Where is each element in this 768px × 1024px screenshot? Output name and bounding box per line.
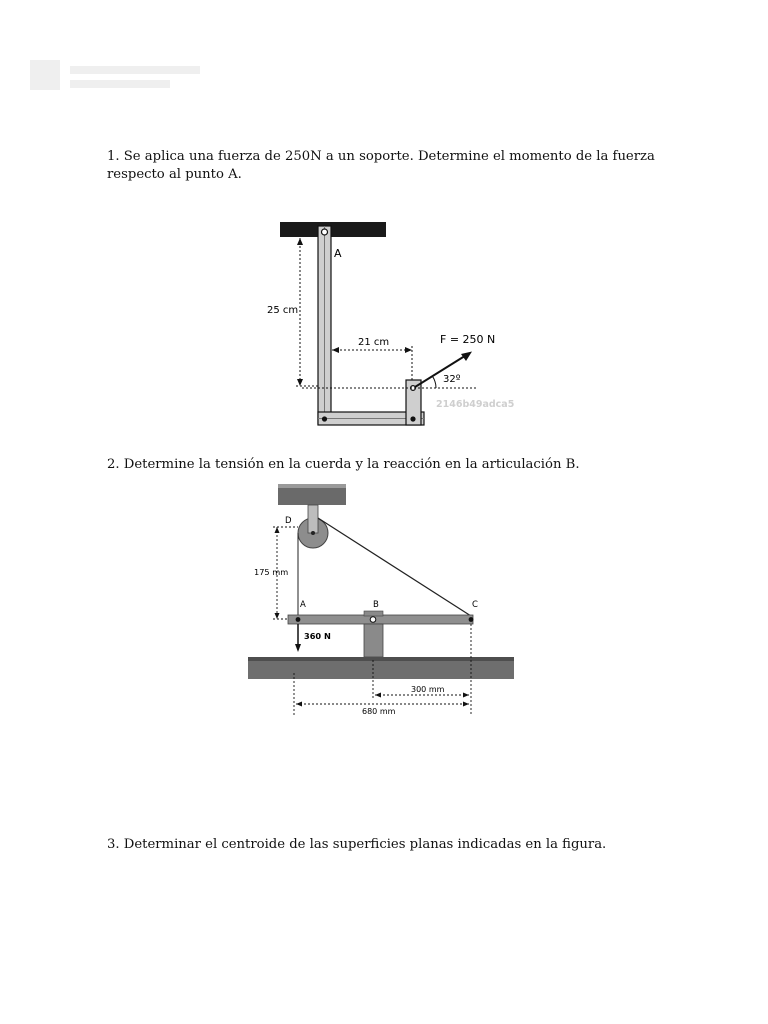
joint-dot-icon <box>322 416 327 421</box>
watermark-text: 2146b49adca5 <box>436 399 515 410</box>
problem-1-text: 1. Se aplica una fuerza de 250N a un soporte. Determine el momento de la fuerza respecto al punto A. <box>107 149 655 182</box>
watermark-logo <box>30 56 205 94</box>
cord-d-c <box>318 518 471 616</box>
pulley-hanger <box>308 505 318 533</box>
lever-bar <box>288 615 473 624</box>
force-label: F = 250 N <box>440 333 496 346</box>
height-dimension-label: 25 cm <box>267 305 299 316</box>
load-label: 360 N <box>304 631 331 641</box>
point-c-label: C <box>472 600 478 610</box>
angle-label: 32º <box>443 374 461 385</box>
problem-2-text: 2. Determine la tensión en la cuerda y la reacción en la articulación B. <box>107 457 580 472</box>
pin-b-icon <box>370 617 376 623</box>
problem-2-figure <box>245 478 517 724</box>
joint-dot-icon <box>410 416 415 421</box>
point-a-label: A <box>300 600 306 610</box>
problem-3-text: 3. Determinar el centroide de las superficies planas indicadas en la figura. <box>107 837 607 852</box>
width-dimension-label: 21 cm <box>358 337 390 348</box>
pin-a-icon <box>322 229 328 235</box>
point-d-label: D <box>285 516 292 526</box>
problem-1-figure <box>262 212 530 434</box>
joint-c-icon <box>469 617 474 622</box>
joint-a-icon <box>296 617 301 622</box>
ceiling-beam <box>280 222 386 237</box>
support-b <box>364 624 383 657</box>
height-dimension-label: 175 mm <box>254 567 289 577</box>
point-a-label: A <box>334 247 342 260</box>
point-b-label: B <box>373 600 379 610</box>
dimension-300-label: 300 mm <box>411 685 445 694</box>
dimension-680-label: 680 mm <box>362 707 396 716</box>
